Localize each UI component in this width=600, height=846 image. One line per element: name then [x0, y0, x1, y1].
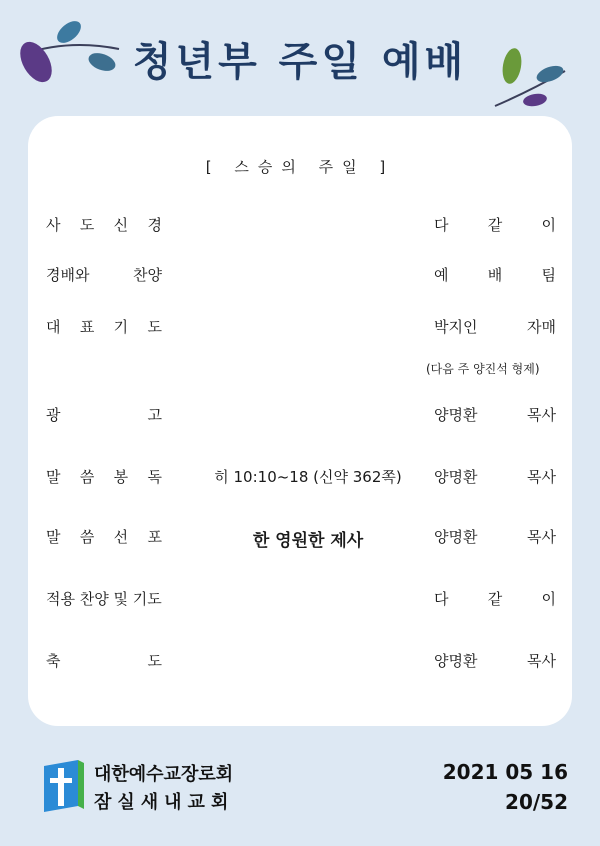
- program-item-label-part: 고: [147, 406, 162, 424]
- program-item-label: [46, 214, 162, 235]
- page-number: 20/52: [505, 790, 568, 814]
- program-item-leader-part: 이: [541, 590, 556, 608]
- order-of-worship-card: [28, 116, 572, 726]
- program-item-label-part: 말: [46, 468, 61, 486]
- program-item-label-part: 포: [147, 528, 162, 546]
- program-item-leader-part: 양명환: [434, 528, 478, 546]
- program-item-leader-part: 같: [487, 216, 503, 234]
- program-item-label-part: 경: [147, 216, 162, 234]
- program-item-label-part: 도: [147, 652, 162, 670]
- program-item-label-part: 축: [46, 652, 61, 670]
- program-item-label: [46, 404, 162, 425]
- program-row: [28, 264, 572, 290]
- program-item-label-part: 표: [79, 318, 95, 336]
- program-row: [28, 526, 572, 552]
- program-item-leader-part: 양명환: [434, 406, 478, 424]
- program-item-leader-part: 목사: [527, 652, 556, 670]
- program-item-leader: [434, 466, 556, 487]
- program-item-label-part: 씀: [79, 528, 95, 546]
- program-item-leader-part: 박지인: [434, 318, 478, 336]
- program-row: [28, 466, 572, 492]
- program-item-leader: [434, 316, 556, 337]
- church-name: 잠실새내교회: [94, 792, 235, 813]
- page-title: 청년부 주일 예배: [132, 39, 468, 85]
- program-item-label-part: 씀: [79, 468, 95, 486]
- program-item-leader: [434, 650, 556, 671]
- program-item-leader-part: 같: [487, 590, 503, 608]
- program-item-leader: [434, 526, 556, 547]
- program-item-label-part: 사: [46, 216, 61, 234]
- program-item-leader-part: 예: [434, 266, 449, 284]
- program-item-label-part: 경배와: [46, 266, 90, 284]
- program-item-leader-part: 배: [487, 266, 503, 284]
- program-item-leader-part: 팀: [541, 266, 556, 284]
- program-row: [28, 214, 572, 240]
- program-item-label-part: 봉: [113, 468, 129, 486]
- program-item-label: [46, 588, 162, 609]
- program-item-label-part: 신: [113, 216, 129, 234]
- program-item-detail: 히 10:10~18 (신약 362쪽): [214, 468, 402, 486]
- program-item-label-part: 대: [46, 318, 61, 336]
- program-item-label: [46, 650, 162, 671]
- program-item-leader-part: 목사: [527, 468, 556, 486]
- program-item-leader-part: 자매: [527, 318, 556, 336]
- program-item-label-part: 기: [113, 318, 129, 336]
- program-item-label-part: 도: [79, 216, 95, 234]
- program-row: [28, 316, 572, 342]
- program-item-label-part: 광: [46, 406, 61, 424]
- program-item-leader-part: 다: [434, 216, 449, 234]
- program-item-leader-part: 다: [434, 590, 449, 608]
- church-cross-logo-icon: [44, 760, 84, 812]
- program-item-label: [46, 466, 162, 487]
- program-row: [28, 404, 572, 430]
- program-item-label: [46, 264, 162, 285]
- next-week-note: (다음 주 양진석 형제): [426, 362, 540, 376]
- program-item-leader-part: 양명환: [434, 652, 478, 670]
- sermon-title: 한 영원한 제사: [252, 531, 364, 551]
- church-denomination: 대한예수교장로회: [94, 764, 234, 785]
- program-item-leader-part: 목사: [527, 406, 556, 424]
- program-item-label: [46, 526, 162, 547]
- program-item-label-part: 독: [147, 468, 162, 486]
- program-item-label-part: 적용 찬양 및 기도: [46, 590, 162, 608]
- sermon-theme: [ 스승의 주일 ]: [205, 158, 395, 176]
- service-date: 2021 05 16: [442, 760, 568, 784]
- program-item-label: [46, 316, 162, 337]
- program-item-leader: [434, 214, 556, 235]
- program-item-label-part: 도: [147, 318, 162, 336]
- program-item-leader-part: 양명환: [434, 468, 478, 486]
- program-item-leader: [434, 264, 556, 285]
- program-row: [28, 588, 572, 614]
- program-item-leader: [434, 588, 556, 609]
- program-item-leader-part: 이: [541, 216, 556, 234]
- program-row: [28, 650, 572, 676]
- program-item-leader: [434, 404, 556, 425]
- program-item-leader-part: 목사: [527, 528, 556, 546]
- leaf-branch-icon: [490, 46, 570, 112]
- program-item-label-part: 찬양: [133, 266, 162, 284]
- program-item-label-part: 선: [113, 528, 129, 546]
- program-item-label-part: 말: [46, 528, 61, 546]
